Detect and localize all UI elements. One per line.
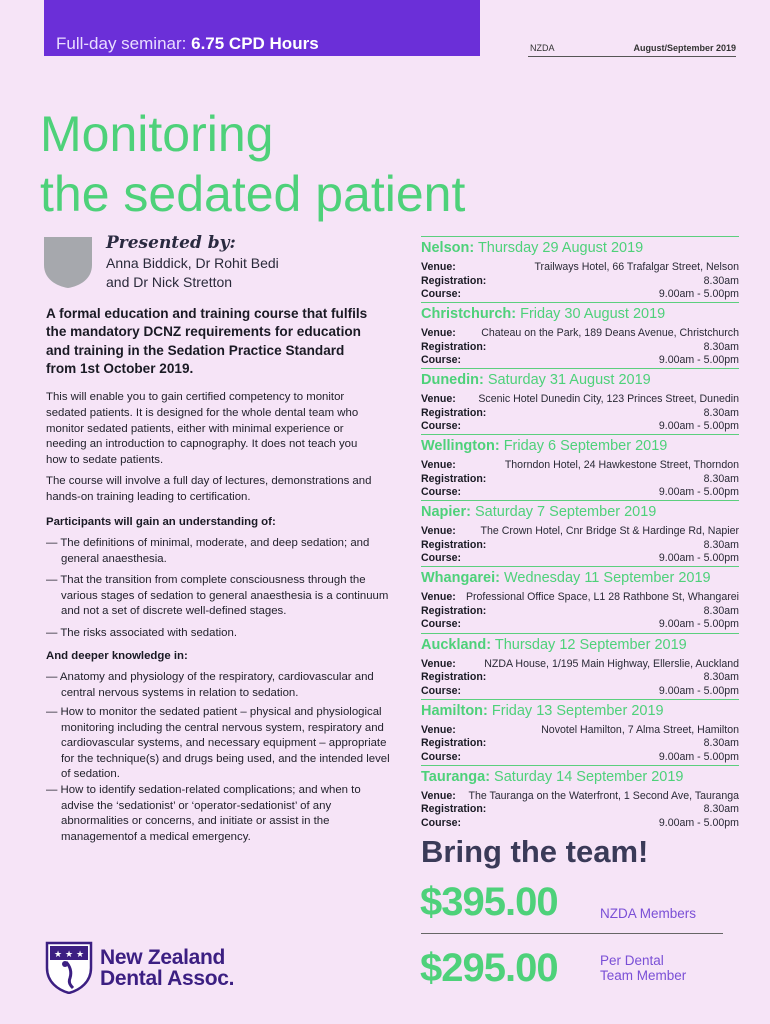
venue-heading xyxy=(421,438,667,454)
registration-row xyxy=(421,803,739,816)
header-org: NZDA xyxy=(530,43,555,53)
registration-time: 8.30am xyxy=(703,671,739,684)
venue-heading xyxy=(421,306,665,322)
banner-prefix: Full-day seminar: xyxy=(56,34,192,53)
presenter-shield-icon xyxy=(42,235,94,289)
page-title xyxy=(40,104,465,224)
venue-row xyxy=(421,393,739,406)
venue-date: Friday 30 August 2019 xyxy=(516,306,666,323)
lead-paragraph: A formal education and training course that fulfils the mandatory DCNZ requirements for education and training in the Sedation Practice Standard from 1st October 2019. xyxy=(46,306,368,377)
registration-label: Registration: xyxy=(421,803,487,816)
venue-date: Saturday 31 August 2019 xyxy=(483,372,651,389)
venue-address: Chateau on the Park, 189 Deans Avenue, Christchurch xyxy=(481,327,739,340)
venue-label: Venue: xyxy=(421,459,456,472)
venue-label: Venue: xyxy=(421,327,456,340)
registration-label: Registration: xyxy=(421,671,487,684)
venue-row xyxy=(421,724,739,737)
understanding-item: — That the transition from complete consciousness through the various stages of sedation to general anaesthesia is a continuum and not a set of discrete well-defined stages. xyxy=(46,574,389,618)
venue-heading xyxy=(421,372,651,388)
venue-heading xyxy=(421,504,656,520)
course-label: Course: xyxy=(421,486,462,499)
understanding-item: — The definitions of minimal, moderate, and deep sedation; and general anaesthesia. xyxy=(46,537,370,565)
presenter-line-2: and Dr Nick Stretton xyxy=(106,274,233,290)
registration-time: 8.30am xyxy=(703,340,739,353)
venue-heading xyxy=(421,637,687,653)
registration-label: Registration: xyxy=(421,472,487,485)
knowledge-heading: And deeper knowledge in: xyxy=(46,650,188,662)
logo-line-2: Dental Assoc. xyxy=(100,967,235,990)
intro-paragraph-1: This will enable you to gain certified competency to monitor sedated patients. It is designed for the whole dental team who monitor sedated patients, either with minimal experience or needing an introduction to capnography. It does not teach you how to sedate patients. xyxy=(46,391,359,467)
venue-date: Thursday 29 August 2019 xyxy=(474,240,644,256)
venue-city: Whangarei: xyxy=(421,570,500,587)
venue-row xyxy=(421,790,739,803)
cpd-hours: 6.75 CPD Hours xyxy=(191,34,319,53)
venue-city: Napier: xyxy=(421,504,471,521)
venue-city: Auckland: xyxy=(421,636,492,653)
venue-row xyxy=(421,525,739,538)
team-price-label-line-2: Team Member xyxy=(600,968,687,983)
venue-date: Wednesday 11 September 2019 xyxy=(499,570,711,587)
venue-heading xyxy=(421,703,664,719)
venue-block xyxy=(421,302,739,368)
svg-text:★: ★ xyxy=(76,950,85,960)
course-row xyxy=(421,486,739,499)
course-row xyxy=(421,552,739,565)
venue-city: Dunedin: xyxy=(421,372,484,389)
venue-block xyxy=(421,566,739,632)
venue-address: Trailways Hotel, 66 Trafalgar Street, Nelson xyxy=(534,261,739,273)
venue-label: Venue: xyxy=(421,525,456,538)
venue-block xyxy=(421,699,739,765)
registration-row xyxy=(421,341,739,354)
venue-date: Friday 6 September 2019 xyxy=(499,438,668,455)
venue-address: The Crown Hotel, Cnr Bridge St & Hardinge Rd, Napier xyxy=(480,525,739,538)
registration-row xyxy=(421,737,739,750)
top-banner xyxy=(44,0,480,56)
title-line-1: Monitoring xyxy=(40,106,274,162)
course-row xyxy=(421,817,739,830)
venue-city: Tauranga: xyxy=(421,768,491,785)
course-label: Course: xyxy=(421,750,462,763)
course-time: 9.00am - 5.00pm xyxy=(658,684,739,697)
course-time: 9.00am - 5.00pm xyxy=(658,354,739,367)
venue-list xyxy=(421,236,739,831)
registration-time: 8.30am xyxy=(703,737,739,750)
registration-row xyxy=(421,473,739,486)
svg-text:★: ★ xyxy=(65,950,74,960)
intro-paragraph-2: The course will involve a full day of lectures, demonstrations and hands-on training leading to certification. xyxy=(46,475,372,503)
venue-address: The Tauranga on the Waterfront, 1 Second Ave, Tauranga xyxy=(468,789,739,802)
registration-label: Registration: xyxy=(421,538,487,551)
venue-block xyxy=(421,434,739,500)
venue-block xyxy=(421,765,739,831)
course-row xyxy=(421,685,739,698)
venue-row xyxy=(421,591,739,604)
registration-time: 8.30am xyxy=(703,803,739,816)
nzda-logo-text xyxy=(100,947,234,989)
course-label: Course: xyxy=(421,552,462,565)
course-time: 9.00am - 5.00pm xyxy=(658,552,739,565)
venue-address: Scenic Hotel Dunedin City, 123 Princes Street, Dunedin xyxy=(478,393,739,406)
team-member-price: $295.00 xyxy=(420,946,558,990)
venue-row xyxy=(421,327,739,340)
understanding-item: — The risks associated with sedation. xyxy=(46,627,237,639)
course-label: Course: xyxy=(421,288,462,300)
course-label: Course: xyxy=(421,354,462,367)
presented-by-label: Presented by: xyxy=(106,233,236,253)
venue-label: Venue: xyxy=(421,723,456,736)
venue-block xyxy=(421,368,739,434)
course-label: Course: xyxy=(421,684,462,697)
venue-label: Venue: xyxy=(421,591,456,604)
venue-row xyxy=(421,459,739,472)
course-time: 9.00am - 5.00pm xyxy=(658,816,739,829)
team-member-price-label xyxy=(600,953,686,983)
course-row xyxy=(421,420,739,433)
venue-city: Christchurch: xyxy=(421,306,517,323)
registration-time: 8.30am xyxy=(703,274,739,287)
presenter-names xyxy=(106,254,279,292)
venue-label: Venue: xyxy=(421,789,456,802)
registration-row xyxy=(421,605,739,618)
header-date: August/September 2019 xyxy=(633,43,736,53)
course-row xyxy=(421,751,739,764)
venue-block xyxy=(421,633,739,699)
course-time: 9.00am - 5.00pm xyxy=(658,750,739,763)
registration-time: 8.30am xyxy=(703,406,739,419)
course-label: Course: xyxy=(421,816,462,829)
registration-time: 8.30am xyxy=(703,472,739,485)
venue-address: NZDA House, 1/195 Main Highway, Ellerslie, Auckland xyxy=(484,657,739,670)
venue-city: Hamilton: xyxy=(421,702,488,719)
registration-label: Registration: xyxy=(421,406,487,419)
understanding-heading: Participants will gain an understanding of: xyxy=(46,516,276,528)
venue-heading xyxy=(421,240,643,256)
member-price: $395.00 xyxy=(420,880,558,924)
course-time: 9.00am - 5.00pm xyxy=(658,420,739,433)
course-row xyxy=(421,354,739,367)
registration-label: Registration: xyxy=(421,274,487,287)
knowledge-item: — Anatomy and physiology of the respiratory, cardiovascular and central nervous systems in relation to sedation. xyxy=(46,671,374,699)
venue-block xyxy=(421,236,739,302)
venue-heading xyxy=(421,769,684,785)
knowledge-item: — How to identify sedation-related complications; and when to advise the ‘sedationist’ or ‘operator-sedationist’ of any abnormalities or concerns, and initiate or assist in the managementof a medical emergency. xyxy=(46,784,361,843)
venue-label: Venue: xyxy=(421,261,456,273)
registration-label: Registration: xyxy=(421,604,487,617)
venue-address: Professional Office Space, L1 28 Rathbone St, Whangarei xyxy=(465,591,739,604)
svg-text:★: ★ xyxy=(54,950,63,960)
member-price-label: NZDA Members xyxy=(600,906,697,921)
title-line-2: the sedated patient xyxy=(40,166,466,222)
registration-row xyxy=(421,539,739,552)
nzda-crest-icon xyxy=(44,940,94,994)
course-row xyxy=(421,288,739,301)
logo-line-1: New Zealand xyxy=(100,946,226,969)
venue-label: Venue: xyxy=(421,657,456,670)
course-label: Course: xyxy=(421,420,462,433)
venue-date: Saturday 7 September 2019 xyxy=(470,504,657,521)
knowledge-item: — How to monitor the sedated patient – physical and physiological monitoring including the central nervous system, respiratory and cardiovascular systems, and necessary equipment – appropriate for the technique(s) and drugs being used, and the intended level of sedation. xyxy=(46,706,390,781)
course-time: 9.00am - 5.00pm xyxy=(658,486,739,499)
header-divider xyxy=(528,56,736,57)
venue-date: Saturday 14 September 2019 xyxy=(490,768,684,785)
registration-row xyxy=(421,407,739,420)
venue-row xyxy=(421,261,739,274)
registration-time: 8.30am xyxy=(703,538,739,551)
course-label: Course: xyxy=(421,618,462,631)
presenter-line-1: Anna Biddick, Dr Rohit Bedi xyxy=(106,255,279,271)
venue-row xyxy=(421,658,739,671)
team-price-label-line-1: Per Dental xyxy=(600,953,664,968)
venue-block xyxy=(421,500,739,566)
venue-date: Friday 13 September 2019 xyxy=(487,702,664,719)
registration-label: Registration: xyxy=(421,737,487,750)
course-row xyxy=(421,618,739,631)
venue-address: Thorndon Hotel, 24 Hawkestone Street, Thorndon xyxy=(504,459,739,472)
bring-the-team-heading: Bring the team! xyxy=(421,834,649,869)
banner-text xyxy=(56,34,319,54)
venue-city: Wellington: xyxy=(421,438,500,455)
venue-address: Novotel Hamilton, 7 Alma Street, Hamilton xyxy=(541,723,739,736)
course-time: 9.00am - 5.00pm xyxy=(658,288,739,300)
venue-label: Venue: xyxy=(421,393,456,406)
registration-time: 8.30am xyxy=(703,604,739,617)
venue-heading xyxy=(421,570,711,586)
venue-city: Nelson: xyxy=(421,240,475,256)
course-time: 9.00am - 5.00pm xyxy=(658,618,739,631)
registration-row xyxy=(421,671,739,684)
venue-date: Thursday 12 September 2019 xyxy=(491,636,687,653)
registration-label: Registration: xyxy=(421,340,487,353)
price-divider xyxy=(421,933,723,934)
registration-row xyxy=(421,275,739,288)
